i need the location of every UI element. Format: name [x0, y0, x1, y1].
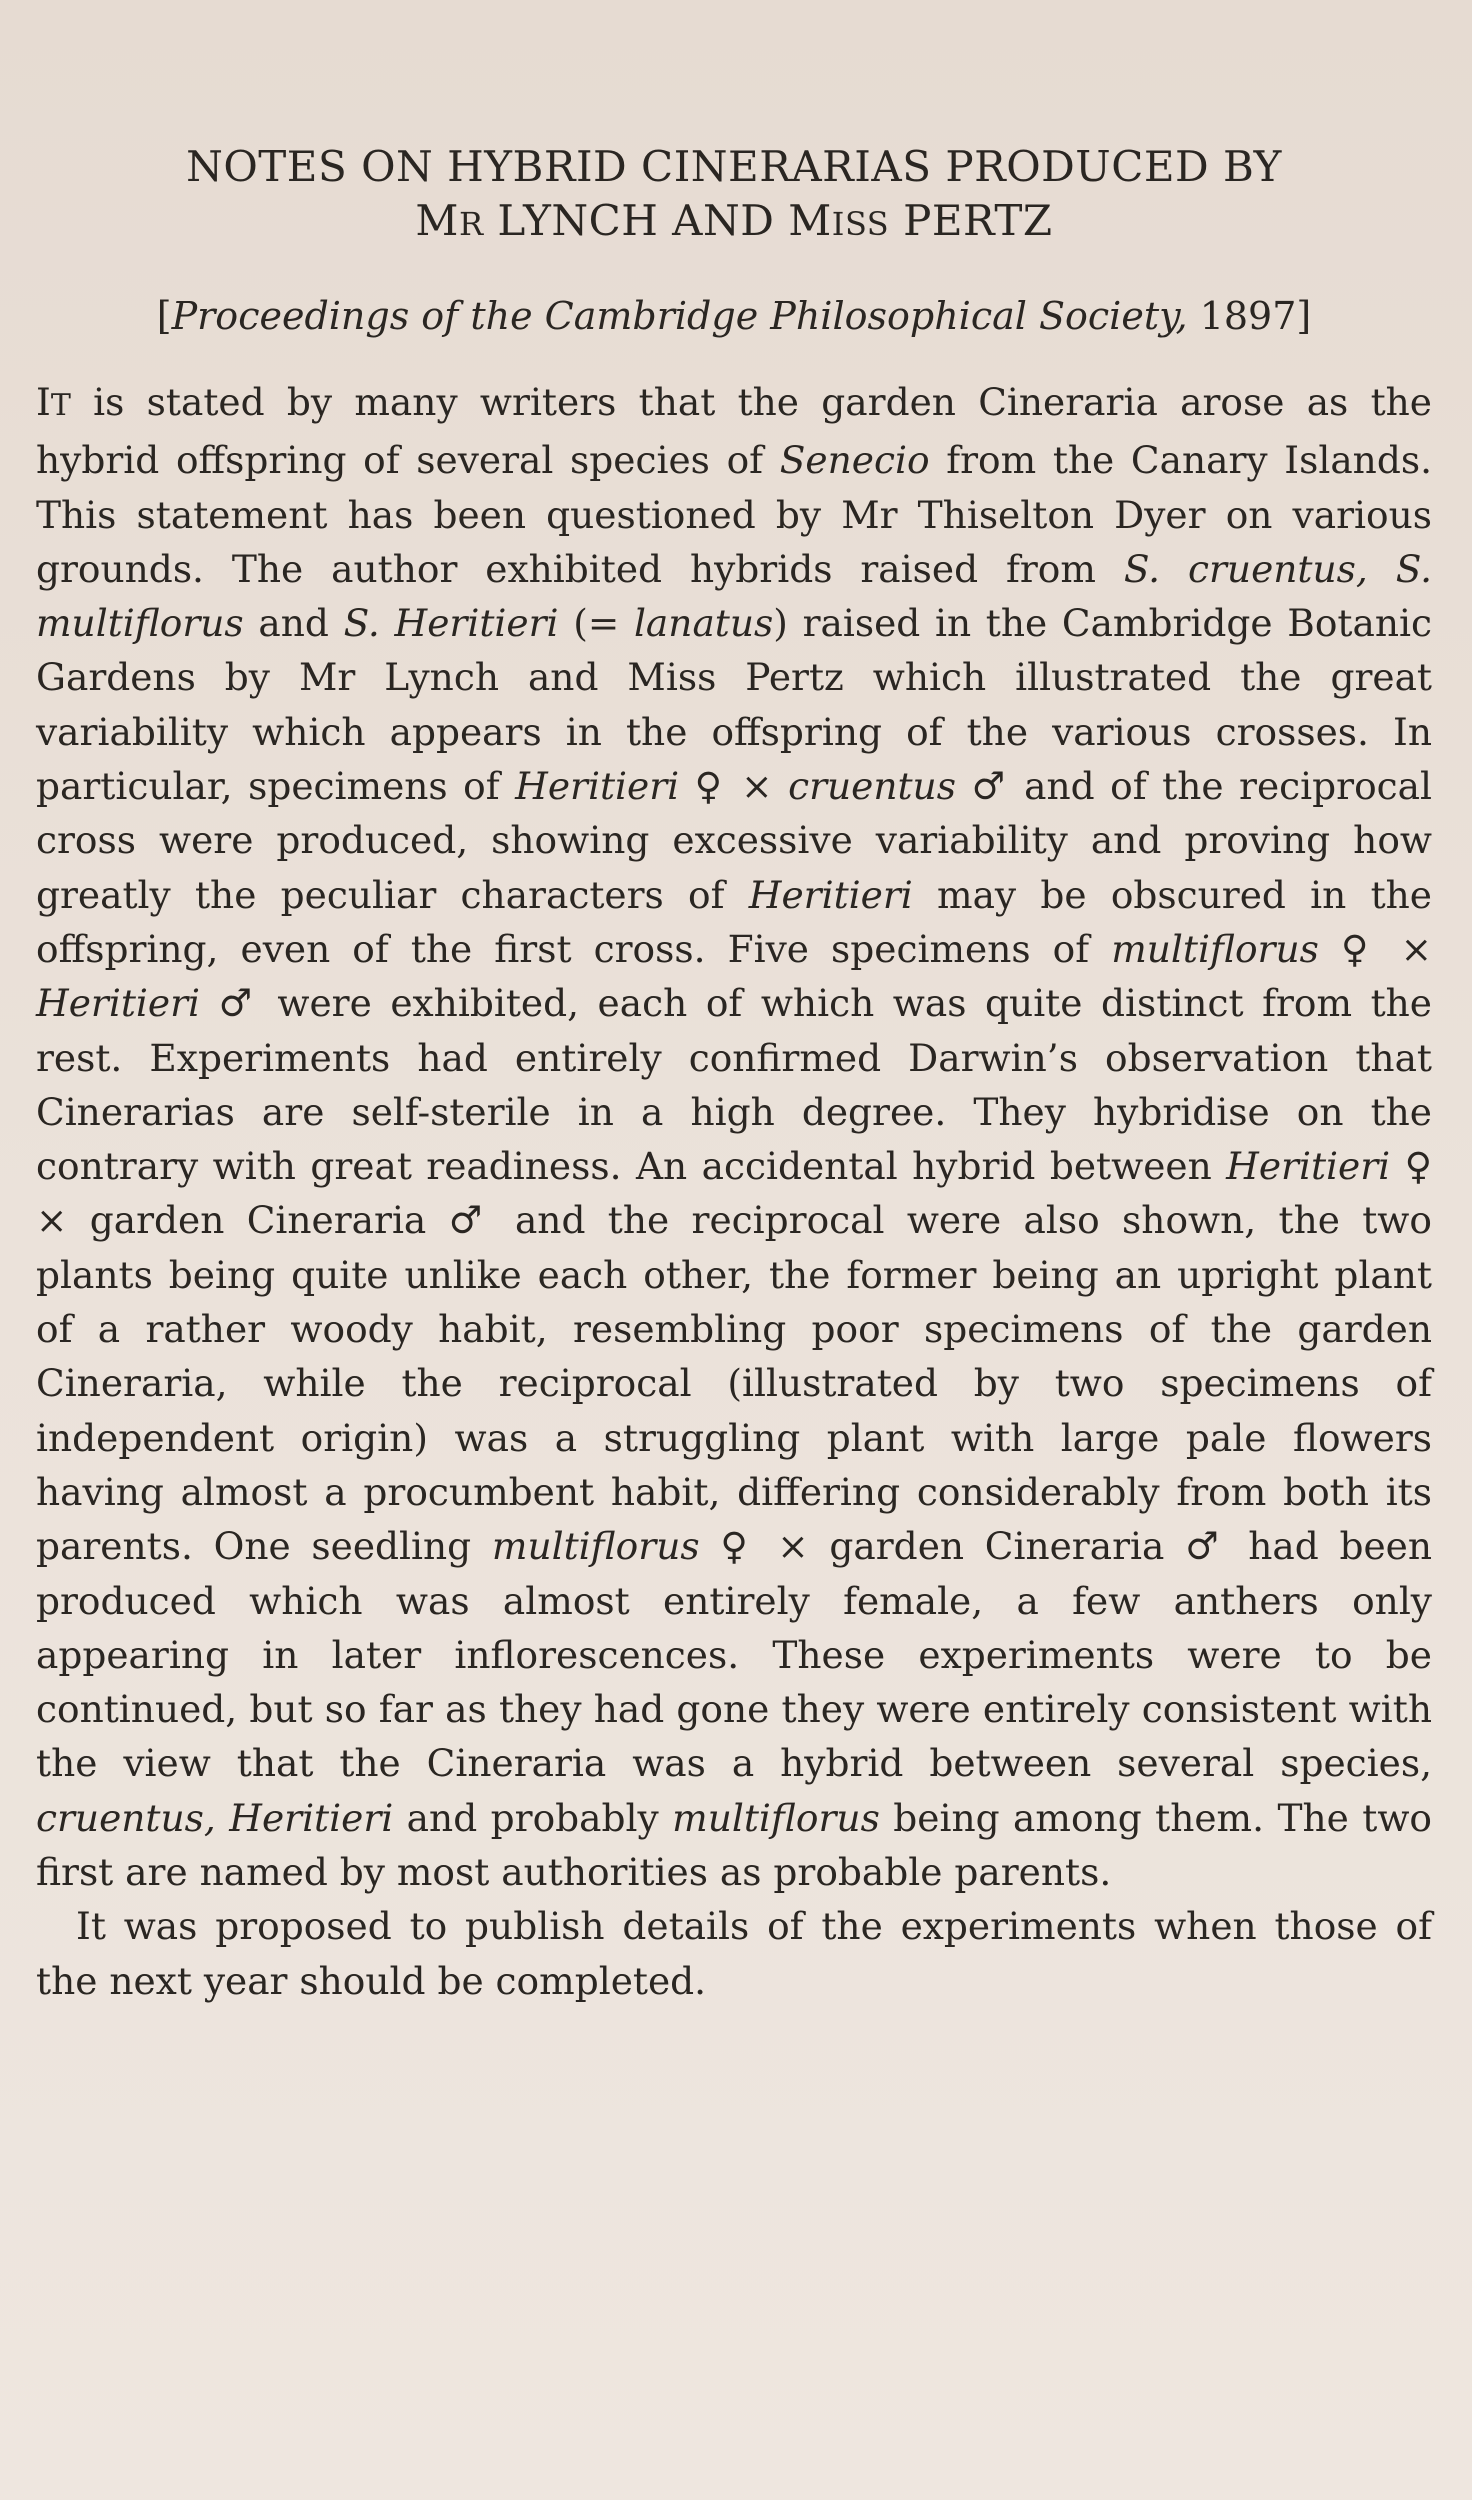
text-run: ♂ and of the reciprocal cross were produced, showing excessive variability and proving how greatly the peculiar characters of	[36, 764, 1433, 917]
paragraph-1	[36, 375, 1432, 1899]
italic-run: lanatus	[633, 601, 774, 646]
text-run: ♂ were exhibited, each of which was quite distinct from the rest. Experiments had entirely confirmed Darwin’s observation that Cinerarias are self-sterile in a high degree. They hybridise on the contrary with great readiness. An accidental hybrid between	[36, 981, 1432, 1189]
paragraph-2: It was proposed to publish details of the experiments when those of the next year should be completed.	[36, 1904, 1432, 2003]
italic-run: cruentus, Heritieri	[36, 1795, 394, 1840]
initial-letter: I	[36, 380, 51, 424]
text-run: and	[243, 601, 344, 646]
text-run: may be obscured in the offspring, even of the first cross. Five specimens of	[36, 872, 1432, 971]
title-mr-initial: M	[415, 196, 459, 245]
italic-run: Heritieri	[1226, 1144, 1391, 1189]
italic-run: cruentus	[788, 764, 956, 809]
document-title	[36, 140, 1432, 251]
text-run: being among them. The two first are named by most authorities as probable parents.	[36, 1795, 1432, 1895]
title-end: PERTZ	[889, 196, 1053, 245]
source-open-bracket: [	[156, 294, 172, 338]
italic-run: Heritieri	[515, 764, 680, 809]
italic-run: multiflorus	[491, 1524, 700, 1569]
title-middle: LYNCH AND	[483, 196, 789, 245]
source-citation	[36, 291, 1432, 341]
text-run: ♀ × garden Cineraria ♂ and the reciprocal were also shown, the two plants being quite unlike each other, the former being an upright plant of a rather woody habit, resembling poor specimens of the garden Cineraria, while the reciprocal (illustrated by two specimens of independent origin) was a struggling plant with large pale flowers having almost a procumbent habit, differing considerably from both its parents. One seedling	[36, 1144, 1432, 1569]
smallcap-run: T	[50, 388, 71, 423]
italic-run: S. cruentus, S. multiflorus	[36, 546, 1432, 646]
source-journal: Proceedings of the Cambridge Philosophical Society,	[171, 294, 1188, 338]
source-year: 1897]	[1187, 294, 1312, 338]
title-mr-rest: R	[458, 205, 484, 243]
italic-run: Heritieri	[36, 981, 200, 1026]
title-line-1: NOTES ON HYBRID CINERARIAS PRODUCED BY	[186, 142, 1282, 191]
title-miss-rest: ISS	[831, 205, 890, 243]
italic-run: S. Heritieri	[343, 601, 559, 646]
text-run: ♀ ×	[1318, 926, 1432, 971]
title-line-2	[415, 196, 1052, 245]
text-run: ♀ ×	[679, 764, 789, 809]
text-run: ♀ × garden Cineraria ♂ had been produced which was almost entirely female, a few anthers only appearing in later inflorescences. These experiments were to be continued, but so far as they had gone they were entirely consistent with the view that the Cineraria was a hybrid between several species,	[36, 1524, 1432, 1786]
text-run: (=	[558, 601, 634, 646]
text-run: from the Canary Islands. This statement has been questioned by Mr Thiselton Dyer on various grounds. The author exhibited hybrids raised from	[36, 438, 1432, 591]
italic-run: multiflorus	[672, 1795, 880, 1840]
title-miss-initial: M	[788, 196, 832, 245]
body-text	[36, 375, 1432, 2008]
italic-run: Heritieri	[748, 872, 913, 917]
italic-run: multiflorus	[1111, 926, 1319, 971]
text-run: is stated by many writers that the garden Cineraria arose as the hybrid offspring of several species of	[36, 380, 1432, 483]
document-content	[36, 140, 1432, 2008]
text-run: and probably	[393, 1795, 673, 1840]
text-run: ) raised in the Cambridge Botanic Gardens by Mr Lynch and Miss Pertz which illustrated the great variability which appears in the offspring of the various crosses. In particular, specimens of	[36, 601, 1433, 809]
italic-run: Senecio	[779, 438, 930, 483]
